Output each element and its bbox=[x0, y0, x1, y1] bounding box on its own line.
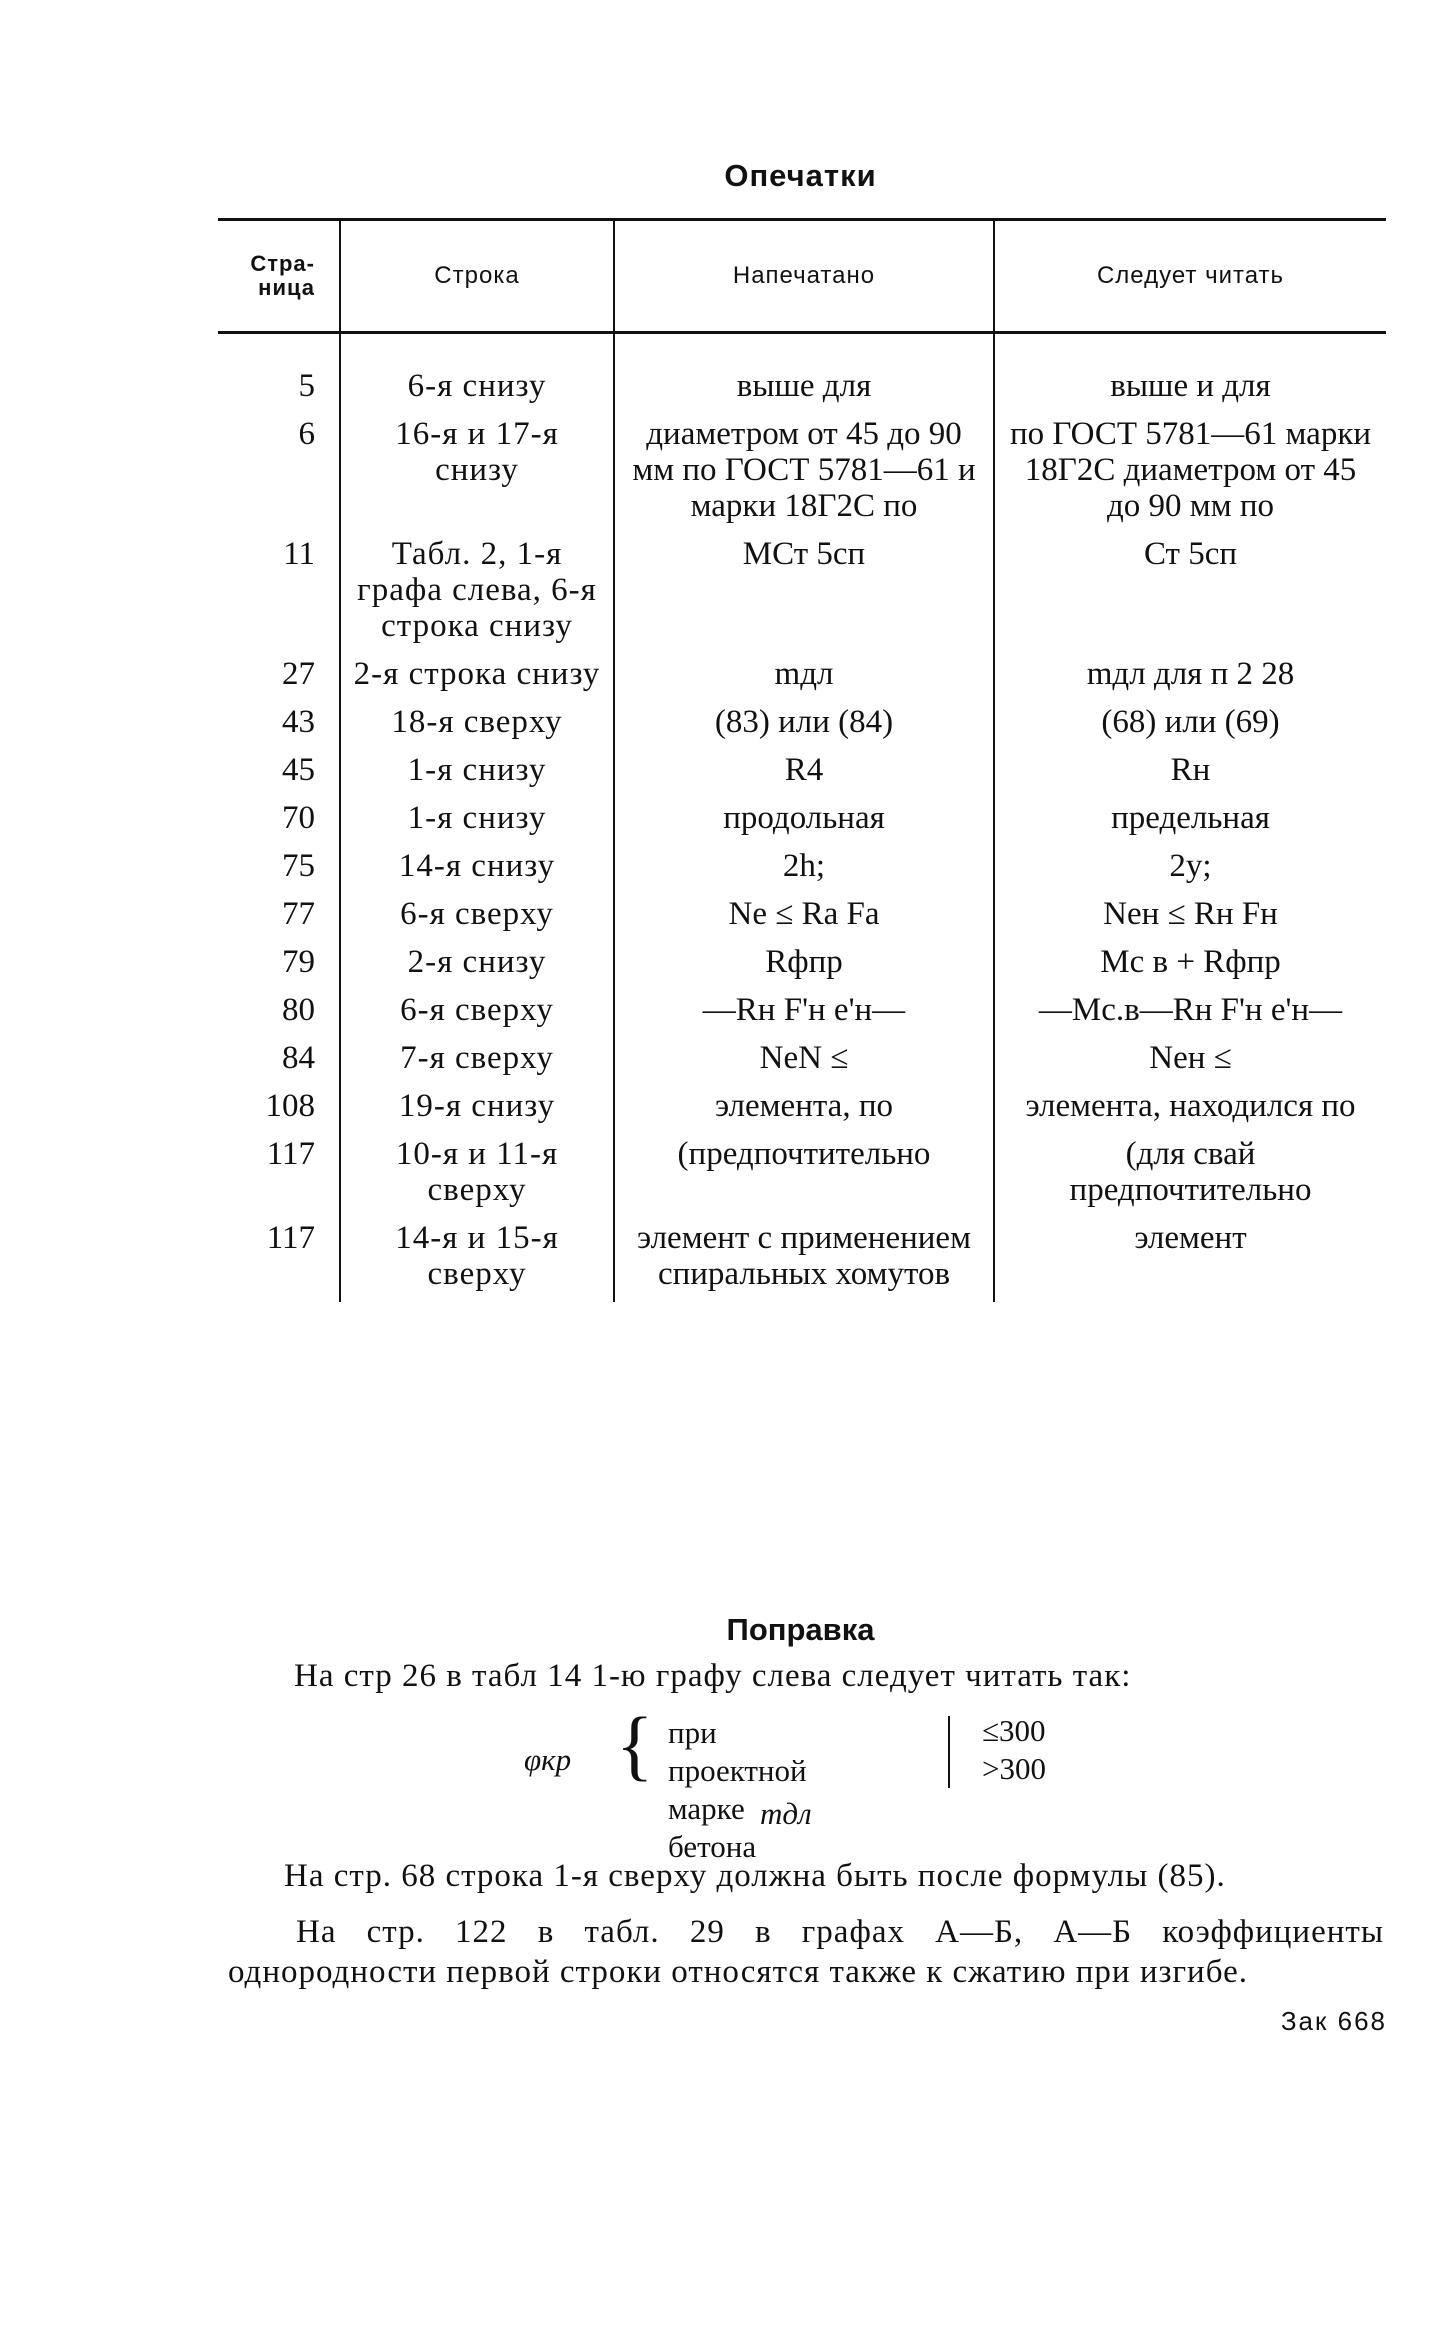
cell-page: 6 bbox=[218, 410, 340, 530]
header-printed: Напечатано bbox=[614, 220, 994, 333]
correction-title: Поправка bbox=[726, 1612, 875, 1647]
cell-line: 18-я сверху bbox=[340, 698, 614, 746]
cell-line: 16-я и 17-я снизу bbox=[340, 410, 614, 530]
page-title: Опечатки bbox=[724, 158, 877, 193]
cell-read: Rн bbox=[1170, 752, 1211, 788]
cell-read: —Mс.в—Rн F'н e'н— bbox=[1038, 992, 1343, 1028]
cell-printed: МСт 5сп bbox=[614, 530, 994, 650]
table-row bbox=[218, 746, 1386, 794]
cell-line: 10-я и 11-я сверху bbox=[340, 1130, 614, 1214]
table-row bbox=[218, 1214, 1386, 1302]
cell-page: 80 bbox=[218, 986, 340, 1034]
table-row bbox=[218, 698, 1386, 746]
cell-page: 27 bbox=[218, 650, 340, 698]
cell-printed: R4 bbox=[614, 746, 994, 794]
cell-page: 79 bbox=[218, 938, 340, 986]
table-row bbox=[218, 794, 1386, 842]
cell-read: элемент bbox=[1134, 1220, 1247, 1256]
cell-printed: диаметром от 45 до 90 мм по ГОСТ 5781—61 и марки 18Г2С по bbox=[614, 410, 994, 530]
cell-line: 7-я сверху bbox=[340, 1034, 614, 1082]
header-page: Стра- ница bbox=[218, 220, 340, 333]
cell-page: 70 bbox=[218, 794, 340, 842]
cell-page: 117 bbox=[218, 1130, 340, 1214]
cell-read: Neн ≤ bbox=[1149, 1040, 1232, 1076]
cell-printed: —Rн F'н e'н— bbox=[614, 986, 994, 1034]
cell-read: (68) или (69) bbox=[1101, 704, 1280, 740]
table-row bbox=[218, 842, 1386, 890]
table-row bbox=[218, 530, 1386, 650]
cell-printed: 2h; bbox=[614, 842, 994, 890]
cell-line: 19-я снизу bbox=[340, 1082, 614, 1130]
cell-printed: NeN ≤ bbox=[614, 1034, 994, 1082]
cell-printed: элемент с применением спиральных хомутов bbox=[614, 1214, 994, 1302]
cell-line: Табл. 2, 1-я графа слева, 6-я строка снизу bbox=[340, 530, 614, 650]
footer-order-number: Зак 668 bbox=[1280, 2006, 1387, 2036]
cell-read: Mс в + Rфпр bbox=[1100, 944, 1281, 980]
cell-page: 117 bbox=[218, 1214, 340, 1302]
errata-table bbox=[218, 218, 1386, 1302]
formula-label: марке бетона bbox=[668, 1791, 757, 1864]
correction-paragraph-2: На стр. 68 строка 1-я сверху должна быть после формулы (85). bbox=[284, 1858, 1226, 1894]
formula-labels bbox=[668, 1714, 807, 1866]
cell-page: 77 bbox=[218, 890, 340, 938]
table-row bbox=[218, 410, 1386, 530]
cell-printed: mдл bbox=[614, 650, 994, 698]
formula-values bbox=[982, 1712, 1046, 1788]
cell-line: 2-я строка снизу bbox=[340, 650, 614, 698]
formula-sub: mдл bbox=[760, 1796, 812, 1831]
cell-line: 14-я и 15-я сверху bbox=[340, 1214, 614, 1302]
cell-read: (для свай предпочтительно bbox=[1069, 1136, 1312, 1208]
cell-page: 45 bbox=[218, 746, 340, 794]
brace-icon: { bbox=[616, 1701, 654, 1788]
table-row bbox=[218, 1082, 1386, 1130]
cell-read: 2y; bbox=[1169, 848, 1212, 884]
cell-printed: (предпочтительно bbox=[614, 1130, 994, 1214]
cell-read: выше и для bbox=[1110, 368, 1271, 404]
table-header-row bbox=[218, 220, 1386, 333]
formula-label: при проектной bbox=[668, 1715, 807, 1788]
cell-read: по ГОСТ 5781—61 марки 18Г2С диаметром от 45 до 90 мм по bbox=[1009, 416, 1372, 524]
cell-page: 5 bbox=[218, 333, 340, 411]
cell-read: Neн ≤ Rн Fн bbox=[1103, 896, 1278, 932]
cell-line: 1-я снизу bbox=[340, 794, 614, 842]
table-row bbox=[218, 1130, 1386, 1214]
header-read: Следует читать bbox=[994, 220, 1386, 333]
cell-printed: (83) или (84) bbox=[614, 698, 994, 746]
table-row bbox=[218, 333, 1386, 411]
cell-line: 2-я снизу bbox=[340, 938, 614, 986]
cell-read: mдл для п 2 28 bbox=[1086, 656, 1295, 692]
cell-line: 1-я снизу bbox=[340, 746, 614, 794]
cell-read: Ст 5сп bbox=[1143, 536, 1238, 572]
header-line: Строка bbox=[340, 220, 614, 333]
cell-printed: Rфпр bbox=[614, 938, 994, 986]
cell-printed: выше для bbox=[614, 333, 994, 411]
table-row bbox=[218, 650, 1386, 698]
cell-page: 11 bbox=[218, 530, 340, 650]
cell-page: 108 bbox=[218, 1082, 340, 1130]
cell-line: 6-я снизу bbox=[340, 333, 614, 411]
table-row bbox=[218, 890, 1386, 938]
formula-value: >300 bbox=[982, 1751, 1046, 1786]
cell-read: элемента, находился по bbox=[1025, 1088, 1356, 1124]
cell-printed: продольная bbox=[614, 794, 994, 842]
cell-printed: Ne ≤ Ra Fa bbox=[614, 890, 994, 938]
table-row bbox=[218, 986, 1386, 1034]
cell-page: 75 bbox=[218, 842, 340, 890]
cell-line: 6-я сверху bbox=[340, 890, 614, 938]
formula-value: ≤300 bbox=[982, 1713, 1046, 1748]
cell-page: 43 bbox=[218, 698, 340, 746]
cell-read: предельная bbox=[1111, 800, 1270, 836]
table-row bbox=[218, 938, 1386, 986]
correction-paragraph-3: На стр. 122 в табл. 29 в графах А—Б, А—Б коэффициенты однородности первой строки относятся также к сжатию при изгибе. bbox=[228, 1914, 1384, 1990]
cell-line: 14-я снизу bbox=[340, 842, 614, 890]
formula-divider bbox=[948, 1716, 950, 1788]
correction-paragraph-1: На стр 26 в табл 14 1-ю графу слева следует читать так: bbox=[294, 1658, 1132, 1694]
table-row bbox=[218, 1034, 1386, 1082]
cell-printed: элемента, по bbox=[614, 1082, 994, 1130]
cell-page: 84 bbox=[218, 1034, 340, 1082]
cell-line: 6-я сверху bbox=[340, 986, 614, 1034]
formula-phi: φкр bbox=[524, 1742, 572, 1777]
errata-table-container bbox=[218, 218, 1386, 1302]
